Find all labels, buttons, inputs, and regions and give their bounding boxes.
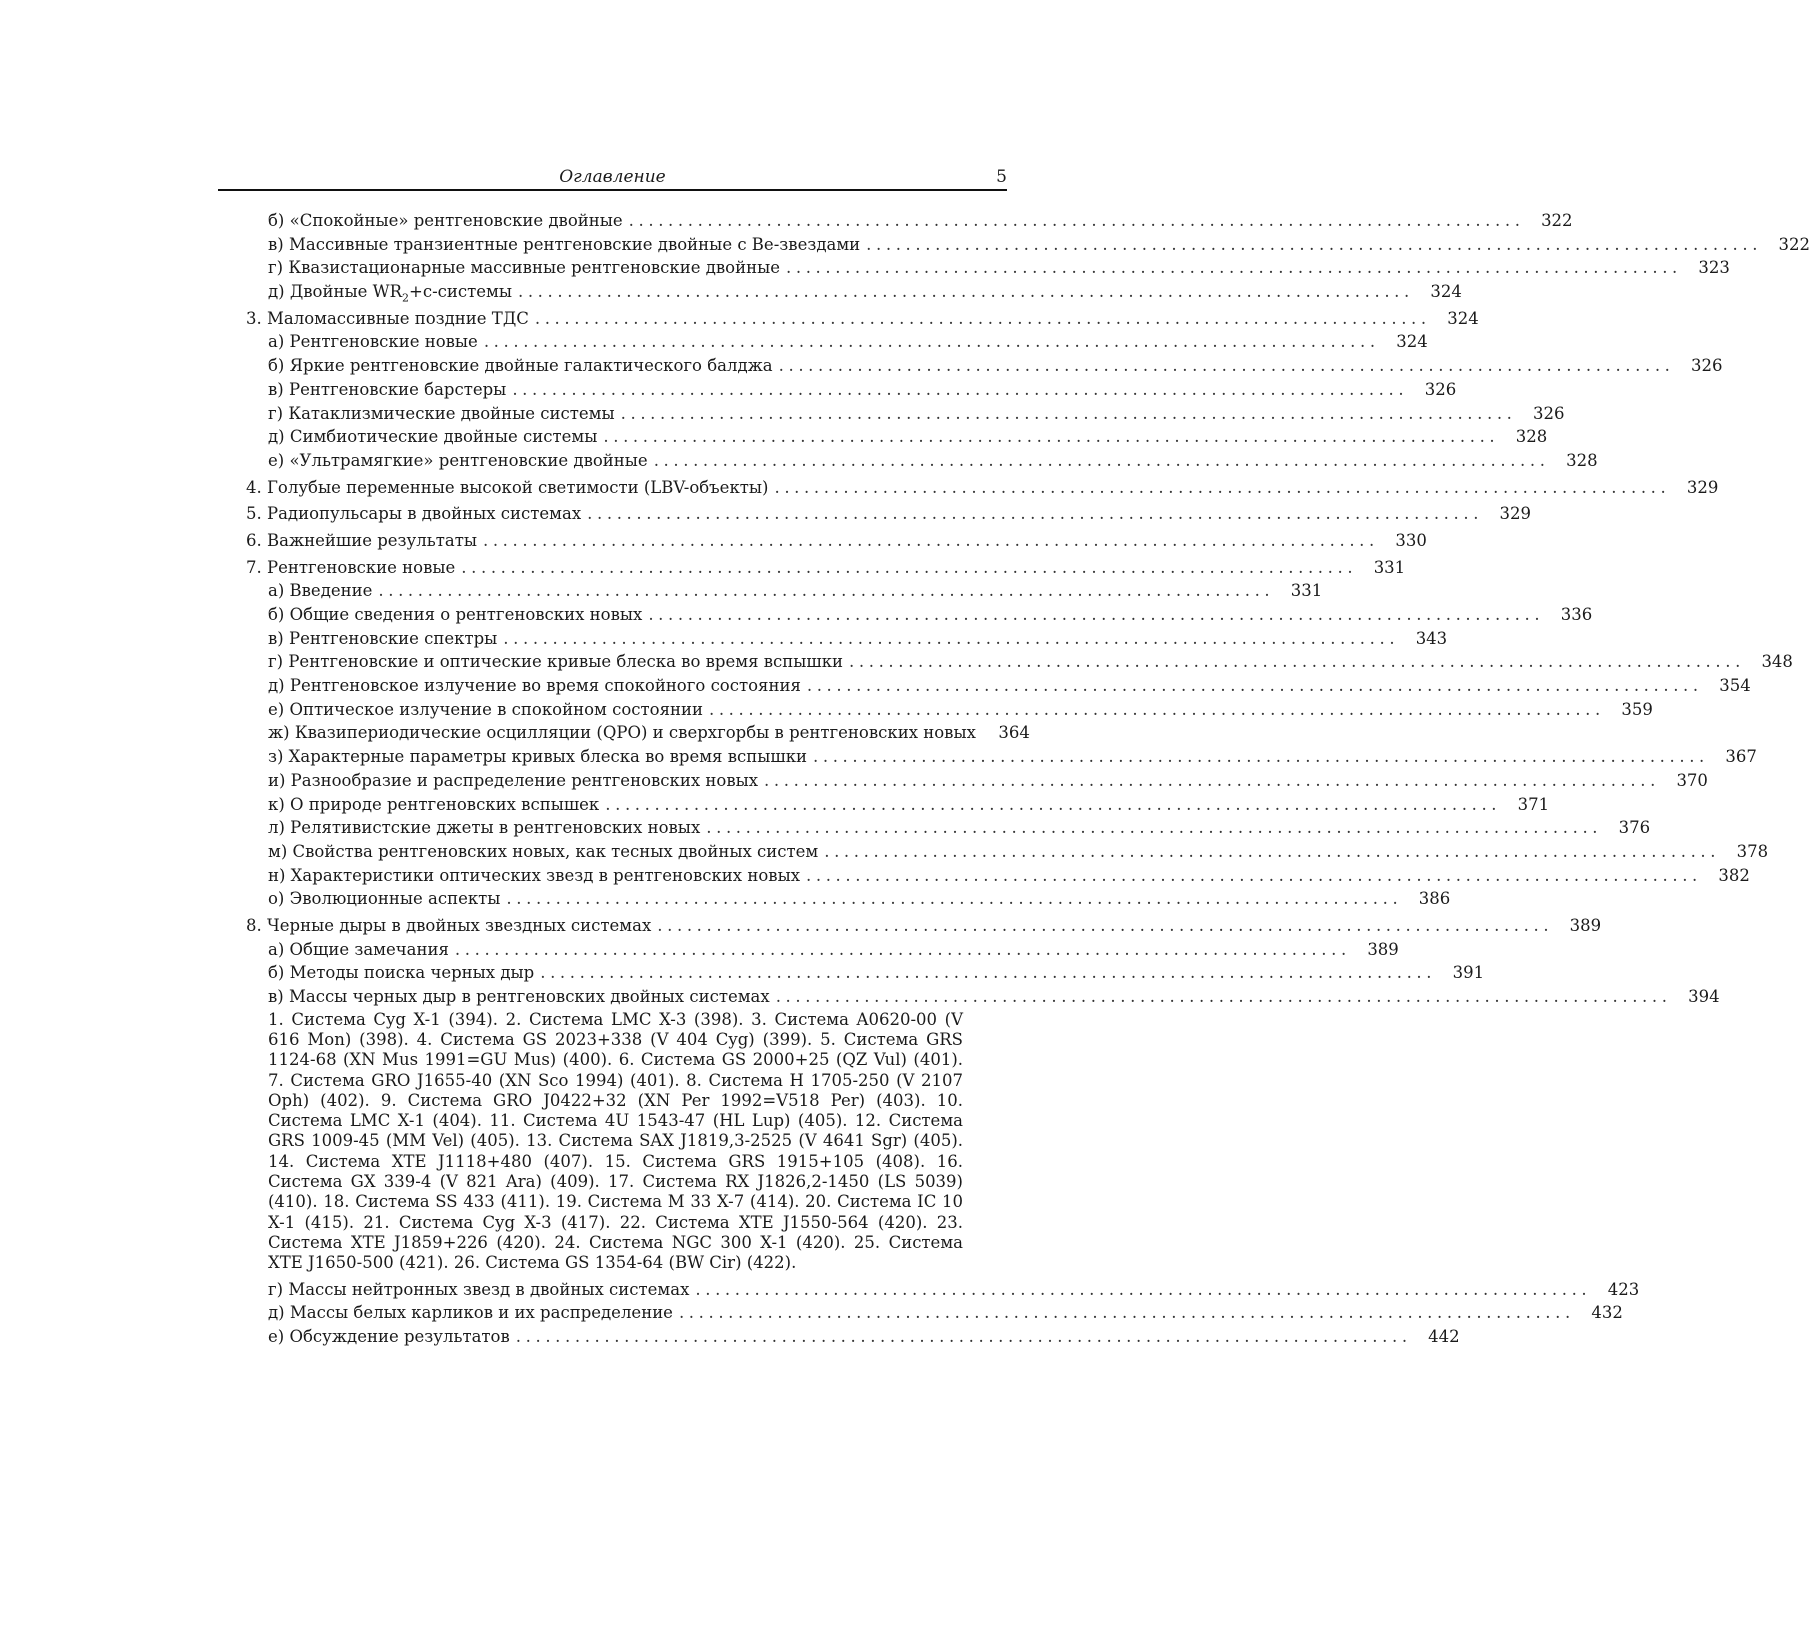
toc-entry[interactable]: е) Оптическое излучение в спокойном состоянии ........................................................................................... 359 bbox=[268, 699, 1653, 719]
toc-entry[interactable]: б) Общие сведения о рентгеновских новых ........................................................................................... 336 bbox=[268, 605, 1593, 624]
header-rule bbox=[218, 189, 1007, 191]
toc-section[interactable]: 5. Радиопульсары в двойных системах ........................................................................................... 329 bbox=[246, 504, 1532, 524]
toc-entry[interactable]: д) Массы белых карликов и их распределение ........................................................................................... 432 bbox=[268, 1303, 1623, 1323]
toc-entry[interactable]: г) Массы нейтронных звезд в двойных системах ........................................................................................... 423 bbox=[268, 1279, 1640, 1299]
toc-entry[interactable]: л) Релятивистские джеты в рентгеновских новых ........................................................................................... 376 bbox=[268, 818, 1651, 838]
toc-entry[interactable]: г) Рентгеновские и оптические кривые блеска во время вспышки ........................................................................................... 348 bbox=[268, 652, 1793, 672]
toc-section[interactable]: 4. Голубые переменные высокой светимости (LBV-объекты) ........................................................................................... 329 bbox=[246, 477, 1719, 497]
toc-entry[interactable]: и) Разнообразие и распределение рентгеновских новых ........................................................................................... 370 bbox=[268, 770, 1708, 790]
running-head bbox=[218, 166, 1007, 190]
toc-entry[interactable]: б) Яркие рентгеновские двойные галактического балджа ........................................................................................... 326 bbox=[268, 356, 1723, 376]
toc-entry[interactable]: д) Рентгеновское излучение во время спокойного состояния ........................................................................................... 354 bbox=[268, 676, 1751, 696]
toc-entry[interactable]: н) Характеристики оптических звезд в рентгеновских новых ........................................................................................... 382 bbox=[268, 865, 1750, 885]
toc-entry[interactable]: а) Рентгеновские новые ........................................................................................... 324 bbox=[268, 332, 1428, 352]
toc-entry[interactable]: к) О природе рентгеновских вспышек ........................................................................................... 371 bbox=[268, 794, 1550, 814]
toc-entry[interactable]: а) Введение ........................................................................................... 331 bbox=[268, 581, 1323, 601]
toc-entry[interactable]: ж) Квазипериодические осцилляции (QPO) и сверхгорбы в рентгеновских новых 364 bbox=[268, 723, 1030, 743]
running-head-title: Оглавление bbox=[559, 167, 666, 187]
toc-entry[interactable]: е) Обсуждение результатов ........................................................................................... 442 bbox=[268, 1326, 1460, 1346]
toc-entry[interactable]: в) Массивные транзиентные рентгеновские двойные с Be-звездами ........................................................................................... 322 bbox=[268, 234, 1810, 254]
page-number: 5 bbox=[996, 167, 1007, 187]
toc-entry[interactable]: м) Свойства рентгеновских новых, как тесных двойных систем ........................................................................................... 378 bbox=[268, 841, 1769, 861]
toc-section[interactable]: 8. Черные дыры в двойных звездных системах ........................................................................................... 389 bbox=[246, 915, 1602, 935]
toc-section[interactable]: 7. Рентгеновские новые ........................................................................................... 331 bbox=[246, 557, 1406, 577]
toc-entry[interactable]: д) Двойные $WR_2+c$-системы ........................................................................................... 324 bbox=[268, 282, 1462, 305]
toc-entry[interactable]: в) Массы черных дыр в рентгеновских двойных системах ........................................................................................... 394 bbox=[268, 987, 1720, 1006]
toc-entry[interactable]: з) Характерные параметры кривых блеска во время вспышки ........................................................................................... 367 bbox=[268, 747, 1757, 767]
toc-section[interactable]: 3. Маломассивные поздние ТДС ........................................................................................... 324 bbox=[246, 308, 1479, 328]
toc-entry[interactable]: г) Квазистационарные массивные рентгеновские двойные ........................................................................................... 323 bbox=[268, 258, 1730, 278]
toc-entry[interactable]: в) Рентгеновские спектры ........................................................................................... 343 bbox=[268, 628, 1448, 648]
table-of-contents bbox=[246, 209, 1810, 1349]
toc-entry[interactable]: а) Общие замечания ........................................................................................... 389 bbox=[268, 939, 1399, 959]
toc-entry[interactable]: г) Катаклизмические двойные системы ........................................................................................... 326 bbox=[268, 403, 1565, 423]
toc-entry[interactable]: б) Методы поиска черных дыр ........................................................................................... 391 bbox=[268, 963, 1485, 983]
toc-section[interactable]: 6. Важнейшие результаты ........................................................................................... 330 bbox=[246, 530, 1427, 550]
toc-entry[interactable]: о) Эволюционные аспекты ........................................................................................... 386 bbox=[268, 889, 1451, 909]
toc-entry[interactable]: д) Симбиотические двойные системы ........................................................................................... 328 bbox=[268, 427, 1548, 447]
toc-entry[interactable]: в) Рентгеновские барстеры ........................................................................................... 326 bbox=[268, 379, 1457, 399]
toc-entry[interactable]: б) «Спокойные» рентгеновские двойные ........................................................................................... 322 bbox=[268, 211, 1573, 230]
systems-list-paragraph: 1. Система Cyg X-1 (394). 2. Система LMC X-3 (398). 3. Система A0620-00 (V 616 Mon) (398). 4. Система GS 2023+338 (V 404 Cyg) (399). 5. Система GRS 1124-68 (XN Mus 1991=GU Mus) (400). 6. Система GS 2000+25 (QZ Vul) (401). 7. Система GRO J1655-40 (XN Sco 1994) (401). 8. Система H 1705-250 (V 2107 Oph) (402). 9. Система GRO J0422+32 (XN Per 1992=V518 Per) (403). 10. Система LMC X-1 (404). 11. Система 4U 1543-47 (HL Lup) (405). 12. Система GRS 1009-45 (MM Vel) (405). 13. Система SAX J1819,3-2525 (V 4641 Sgr) (405). 14. Система XTE J1118+480 (407). 15. Система GRS 1915+105 (408). 16. Система GX 339-4 (V 821 Ara) (409). 17. Система RX J1826,2-1450 (LS 5039) (410). 18. Система SS 433 (411). 19. Система M 33 X-7 (414). 20. Система IC 10 X-1 (415). 21. Система Cyg X-3 (417). 22. Система XTE J1550-564 (420). 23. Система XTE J1859+226 (420). 24. Система NGC 300 X-1 (420). 25. Система XTE J1650-500 (421). 26. Система GS 1354-64 (BW Cir) (422). bbox=[268, 1009, 963, 1273]
toc-entry[interactable]: е) «Ультрамягкие» рентгеновские двойные ........................................................................................... 328 bbox=[268, 450, 1598, 470]
